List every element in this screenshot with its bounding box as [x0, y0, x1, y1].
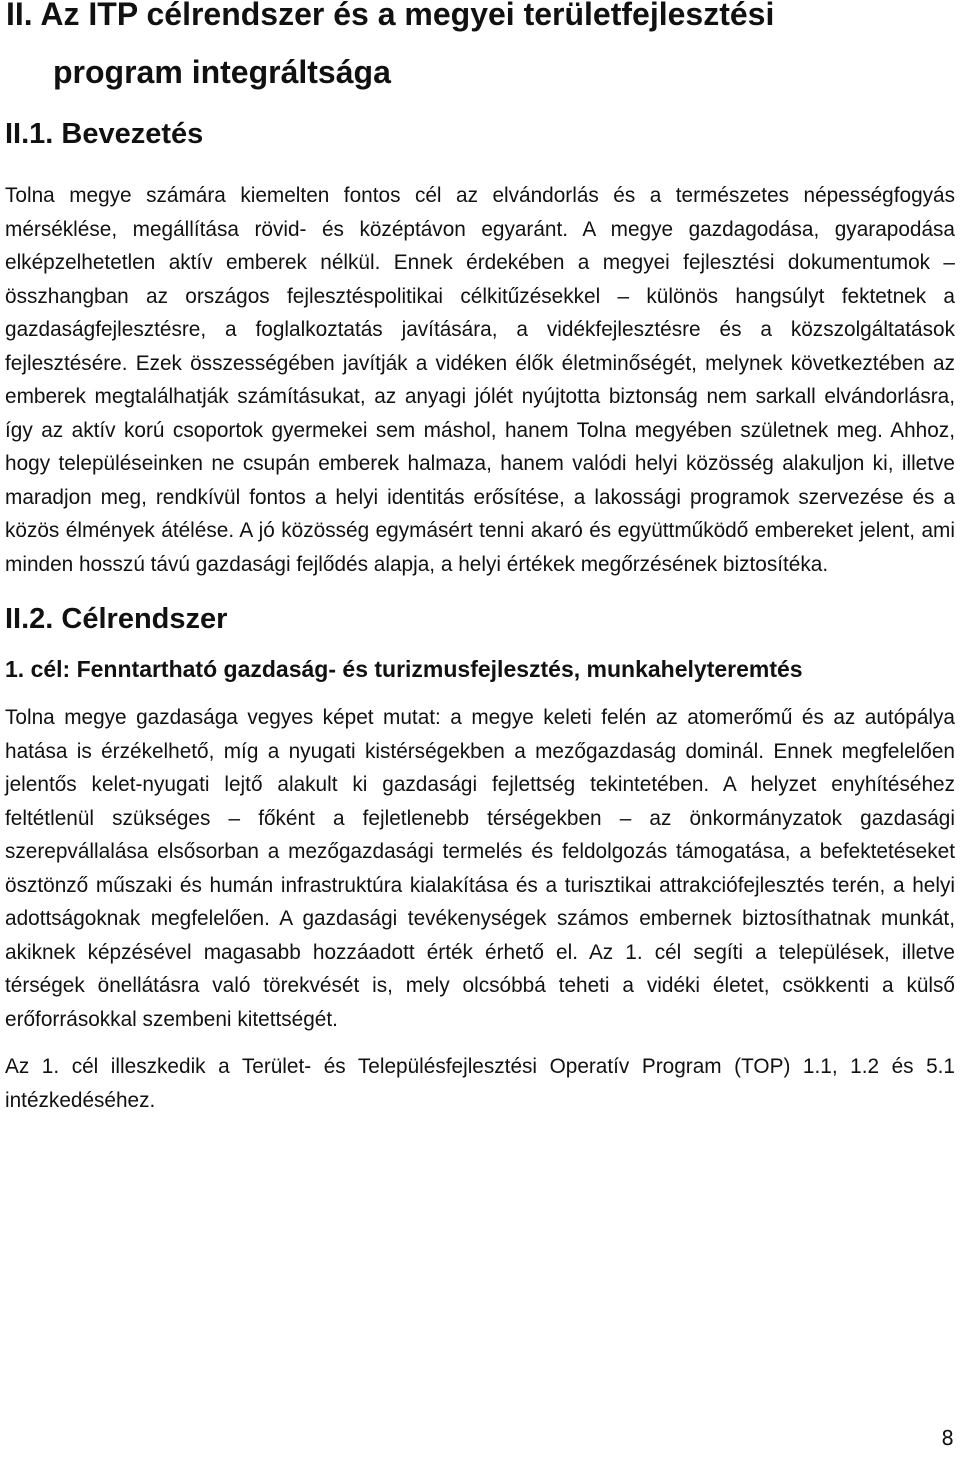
page-number: 8	[941, 1426, 954, 1450]
goal-1-top-paragraph: Az 1. cél illeszkedik a Terület- és Településfejlesztési Operatív Program (TOP) 1.1, 1.2 és 5.1 intézkedéséhez.	[5, 1055, 955, 1112]
section-title-intro: II.1. Bevezetés	[5, 118, 204, 150]
page-content	[5, 0, 955, 1117]
goal-1-paragraph: Tolna megye gazdasága vegyes képet mutat: a megye keleti felén az atomerőmű és az autópálya hatása is érzékelhető, míg a nyugati kistérségekben a mezőgazdaság dominál. Ennek megfelelően jelentős kelet-nyugati lejtő alakult ki gazdasági fejlettség tekintetében. A helyzet enyhítéséhez feltétlenül szükséges – főként a fejletlenebb térségekben – az önkormányzatok gazdasági szerepvállalása elsősorban a mezőgazdasági termelés és feldolgozás támogatása, a befektetéseket ösztönző műszaki és humán infrastruktúra kialakítása és a turisztikai attrakciófejlesztés terén, a helyi adottságoknak megfelelően. A gazdasági tevékenységek számos embernek biztosíthatnak munkát, akiknek képzésével magasabb hozzáadott érték érhető el. Az 1. cél segíti a települések, illetve térségek önellátásra való törekvését is, mely olcsóbbá teheti a vidéki életet, csökkenti a külső erőforrásokkal szembeni kitettségét.	[5, 706, 955, 1031]
goal-1-title: 1. cél: Fenntartható gazdaság- és turizmusfejlesztés, munkahelyteremtés	[5, 656, 803, 682]
chapter-title-line-1: II. Az ITP célrendszer és a megyei területfejlesztési	[6, 0, 775, 32]
intro-paragraph: Tolna megye számára kiemelten fontos cél az elvándorlás és a természetes népességfogyás mérséklése, megállítása rövid- és középtávon egyaránt. A megye gazdagodása, gyarapodása elképzelhetetlen aktív emberek nélkül. Ennek érdekében a megyei fejlesztési dokumentumok – összhangban az országos fejlesztéspolitikai célkitűzésekkel – különös hangsúlyt fektetnek a gazdaságfejlesztésre, a foglalkoztatás javítására, a vidékfejlesztésre és a közszolgáltatások fejlesztésére. Ezek összességében javítják a vidéken élők életminőségét, melynek következtében az emberek megtalálhatják számításukat, az anyagi jólét nyújtotta biztonság nem sarkall elvándorlásra, így az aktív korú csoportok gyermekei sem máshol, hanem Tolna megyében születnek meg. Ahhoz, hogy településeinken ne csupán emberek halmaza, hanem valódi helyi közösség alakuljon ki, illetve maradjon meg, rendkívül fontos a helyi identitás erősítése, a lakossági programok szervezése és a közös élmények átélése. A jó közösség egymásért tenni akaró és együttműködő embereket jelent, ami minden hosszú távú gazdasági fejlődés alapja, a helyi értékek megőrzésének biztosítéka.	[5, 184, 955, 576]
chapter-title-line-2: program integráltsága	[53, 54, 391, 90]
chapter-title	[5, 0, 955, 101]
section-title-celrendszer: II.2. Célrendszer	[5, 603, 228, 635]
